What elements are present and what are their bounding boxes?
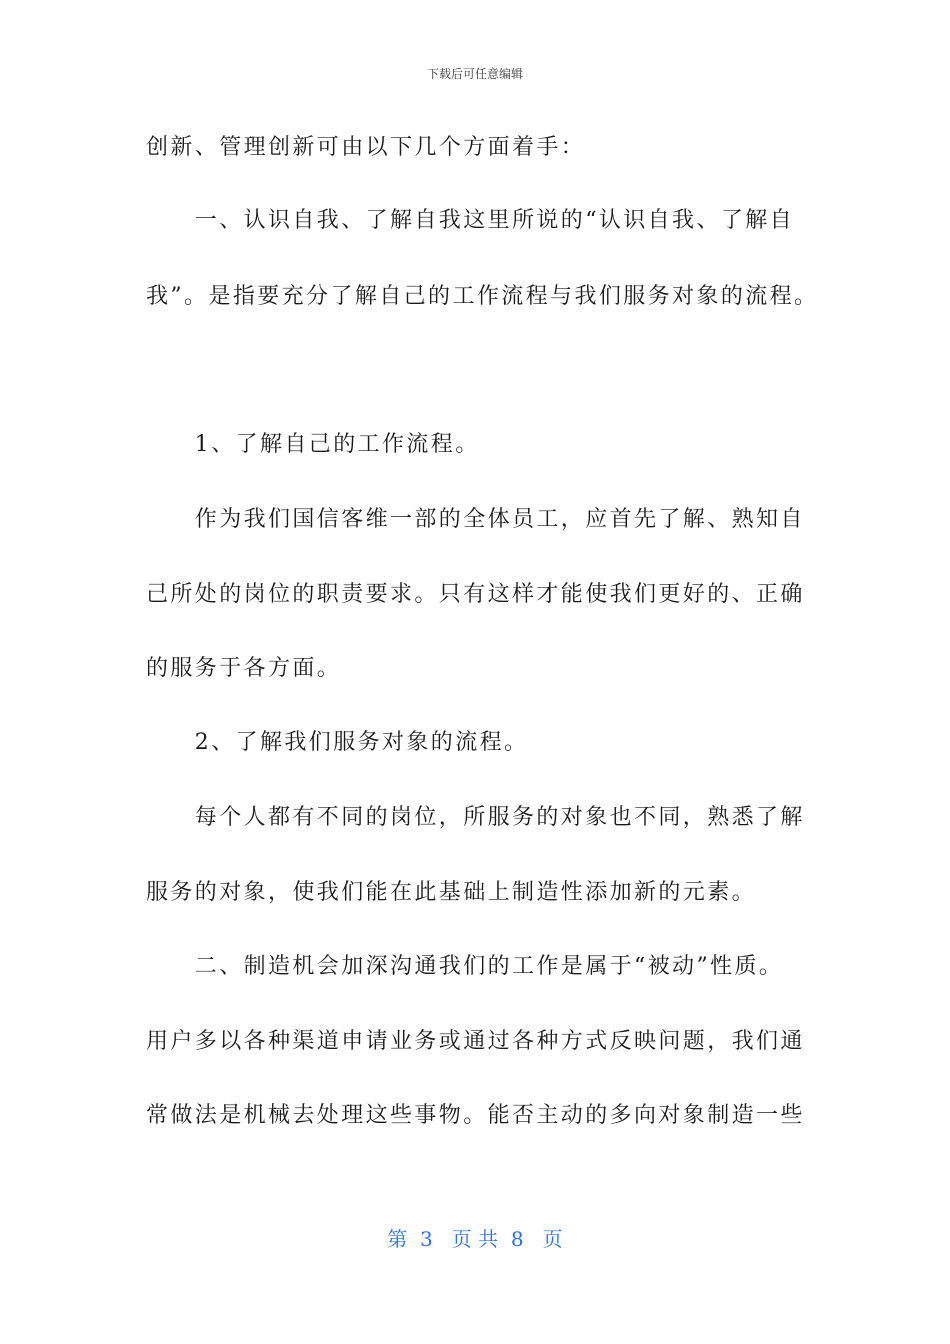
paragraph-line: 1、了解自己的工作流程。 — [146, 432, 480, 457]
page-header: 下载后可任意编辑 — [426, 67, 523, 81]
paragraph-line: 每个人都有不同的岗位，所服务的对象也不同，熟悉了解 — [146, 805, 805, 830]
paragraph-line: 2、了解我们服务对象的流程。 — [146, 730, 529, 755]
paragraph-line: 二、制造机会加深沟通我们的工作是属于“被动”性质。 — [146, 954, 784, 979]
paragraph-line: 服务的对象，使我们能在此基础上制造性添加新的元素。 — [146, 880, 757, 905]
paragraph-line: 一、认识自我、了解自我这里所说的“认识自我、了解自 — [146, 208, 795, 233]
paragraph-line: 用户多以各种渠道申请业务或通过各种方式反映问题，我们通 — [146, 1029, 805, 1054]
paragraph-line: 的服务于各方面。 — [146, 656, 342, 681]
paragraph-line: 我”。是指要充分了解自己的工作流程与我们服务对象的流程。 — [146, 284, 819, 309]
page-number-footer: 第 3 页 共 8 页 — [387, 1227, 563, 1251]
paragraph-line: 创新、管理创新可由以下几个方面着手： — [146, 135, 586, 160]
paragraph-line: 常做法是机械去处理这些事物。能否主动的多向对象制造一些 — [146, 1103, 805, 1128]
paragraph-line: 己所处的岗位的职责要求。只有这样才能使我们更好的、正确 — [146, 582, 805, 607]
paragraph-line: 作为我们国信客维一部的全体员工，应首先了解、熟知自 — [146, 507, 805, 532]
